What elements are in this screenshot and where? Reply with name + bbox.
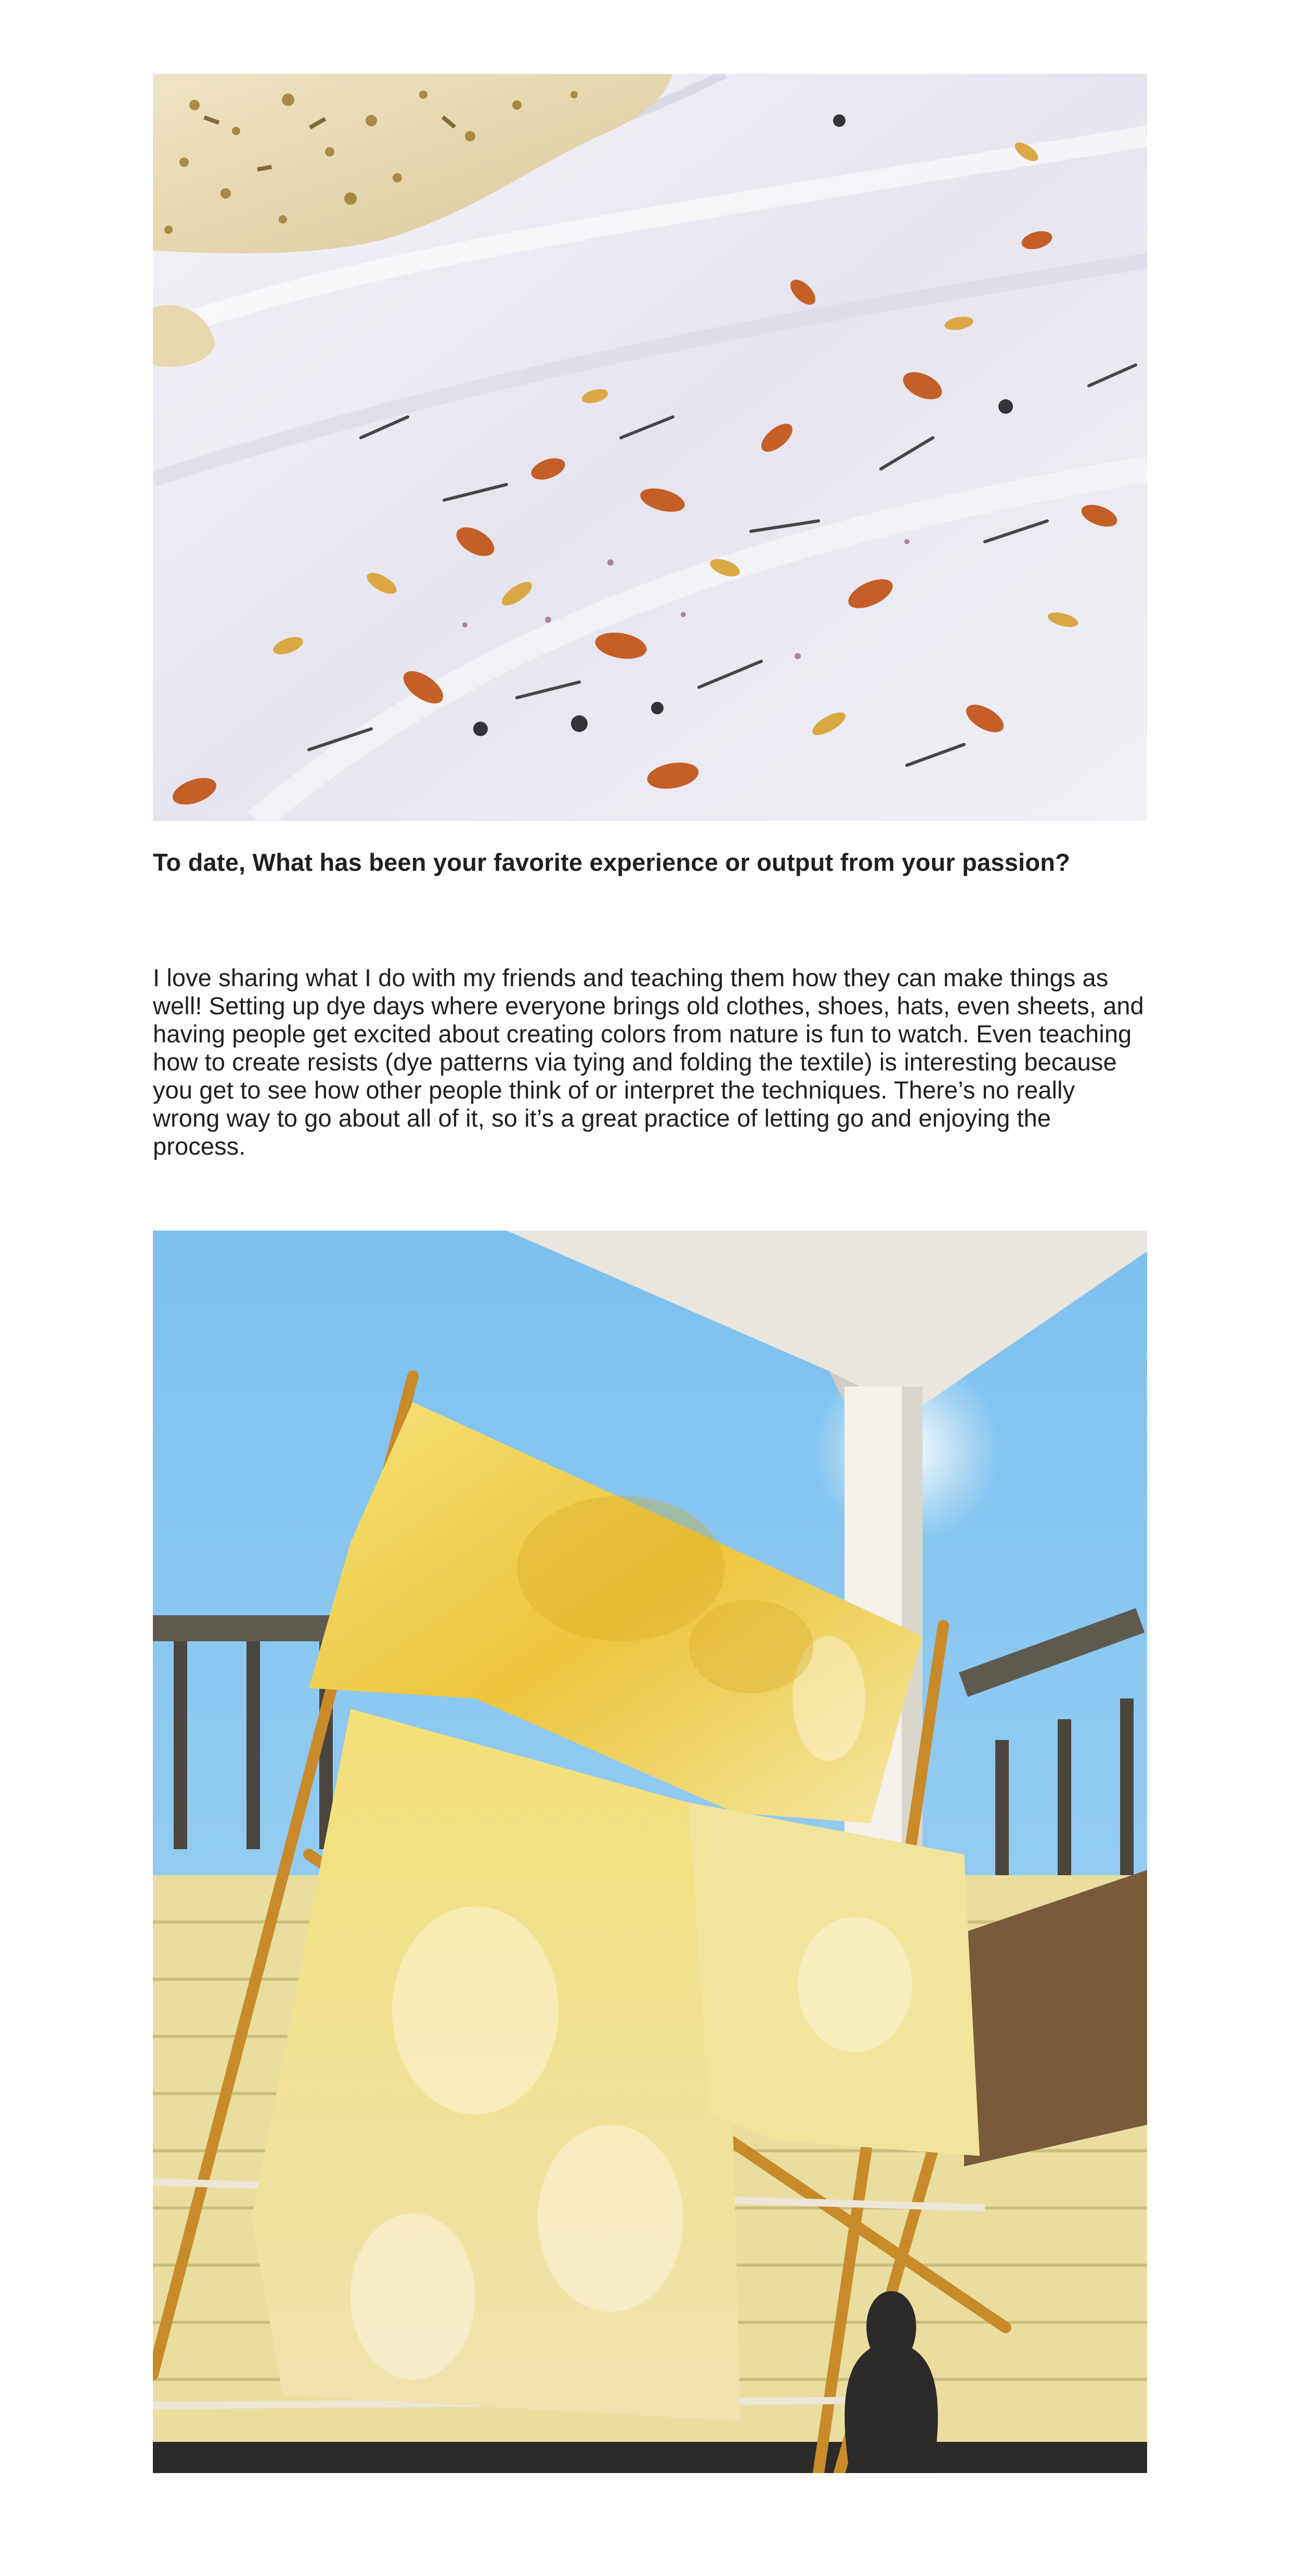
interview-question: To date, What has been your favorite experience or output from your passion? (153, 848, 1071, 876)
interview-answer: I love sharing what I do with my friends and teaching them how they can make things as well! Setting up dye days where everyone brings old clothes, shoes, hats, even sheets, and having people get excited about creating colors from nature is fun to watch. Even teaching how to create resists (dye patterns via tying and folding the textile) is interesting because you get to see how other people think of or interpret the techniques. There’s no really wrong way to go about all of it, so it’s a great practice of letting go and enjoying the process. (153, 964, 1144, 1160)
dried-flowers-photo (153, 74, 1147, 821)
dried-flowers-icon (153, 74, 1147, 821)
dyed-fabric-icon (153, 1231, 1147, 2473)
dyed-fabric-photo (153, 1231, 1147, 2473)
